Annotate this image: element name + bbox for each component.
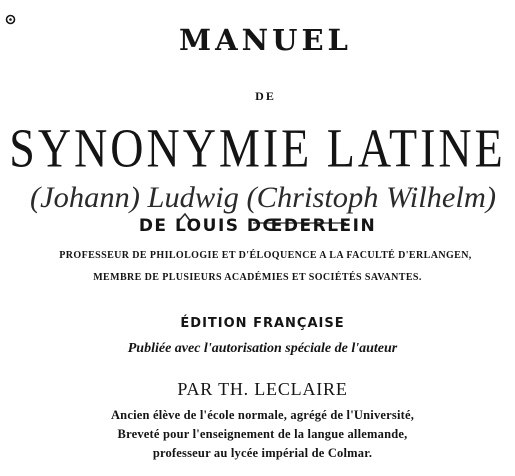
book-title: SYNONYMIE LATINE	[9, 117, 506, 179]
translator-title-line-2: Breveté pour l'enseignement de la langue allemande,	[117, 427, 408, 441]
translator-title-line-1: Ancien élève de l'école normale, agrégé de l'Université,	[110, 408, 415, 422]
author-title-line-1: PROFESSEUR DE PHILOLOGIE ET D'ÉLOQUENCE A LA FACULTÉ D'ERLANGEN,	[59, 250, 472, 261]
manuel-heading: MANUEL	[179, 23, 352, 57]
publication-note: Publiée avec l'autorisation spéciale de l'auteur	[127, 341, 398, 356]
handwritten-note-text: (Johann) Ludwig (Christoph Wilhelm)	[30, 181, 497, 214]
de-connector: DE	[255, 89, 276, 103]
circle-mark-icon	[5, 14, 16, 25]
author-title-line-2: MEMBRE DE PLUSIEURS ACADÉMIES ET SOCIÉTÉS SAVANTES.	[93, 272, 422, 283]
translator-line: PAR TH. LECLAIRE	[177, 379, 348, 399]
translator-title-line-3: professeur au lycée impérial de Colmar.	[152, 446, 373, 460]
edition-label: ÉDITION FRANÇAISE	[180, 316, 345, 331]
author-line: DE LOUIS DŒDERLEIN	[138, 216, 377, 236]
